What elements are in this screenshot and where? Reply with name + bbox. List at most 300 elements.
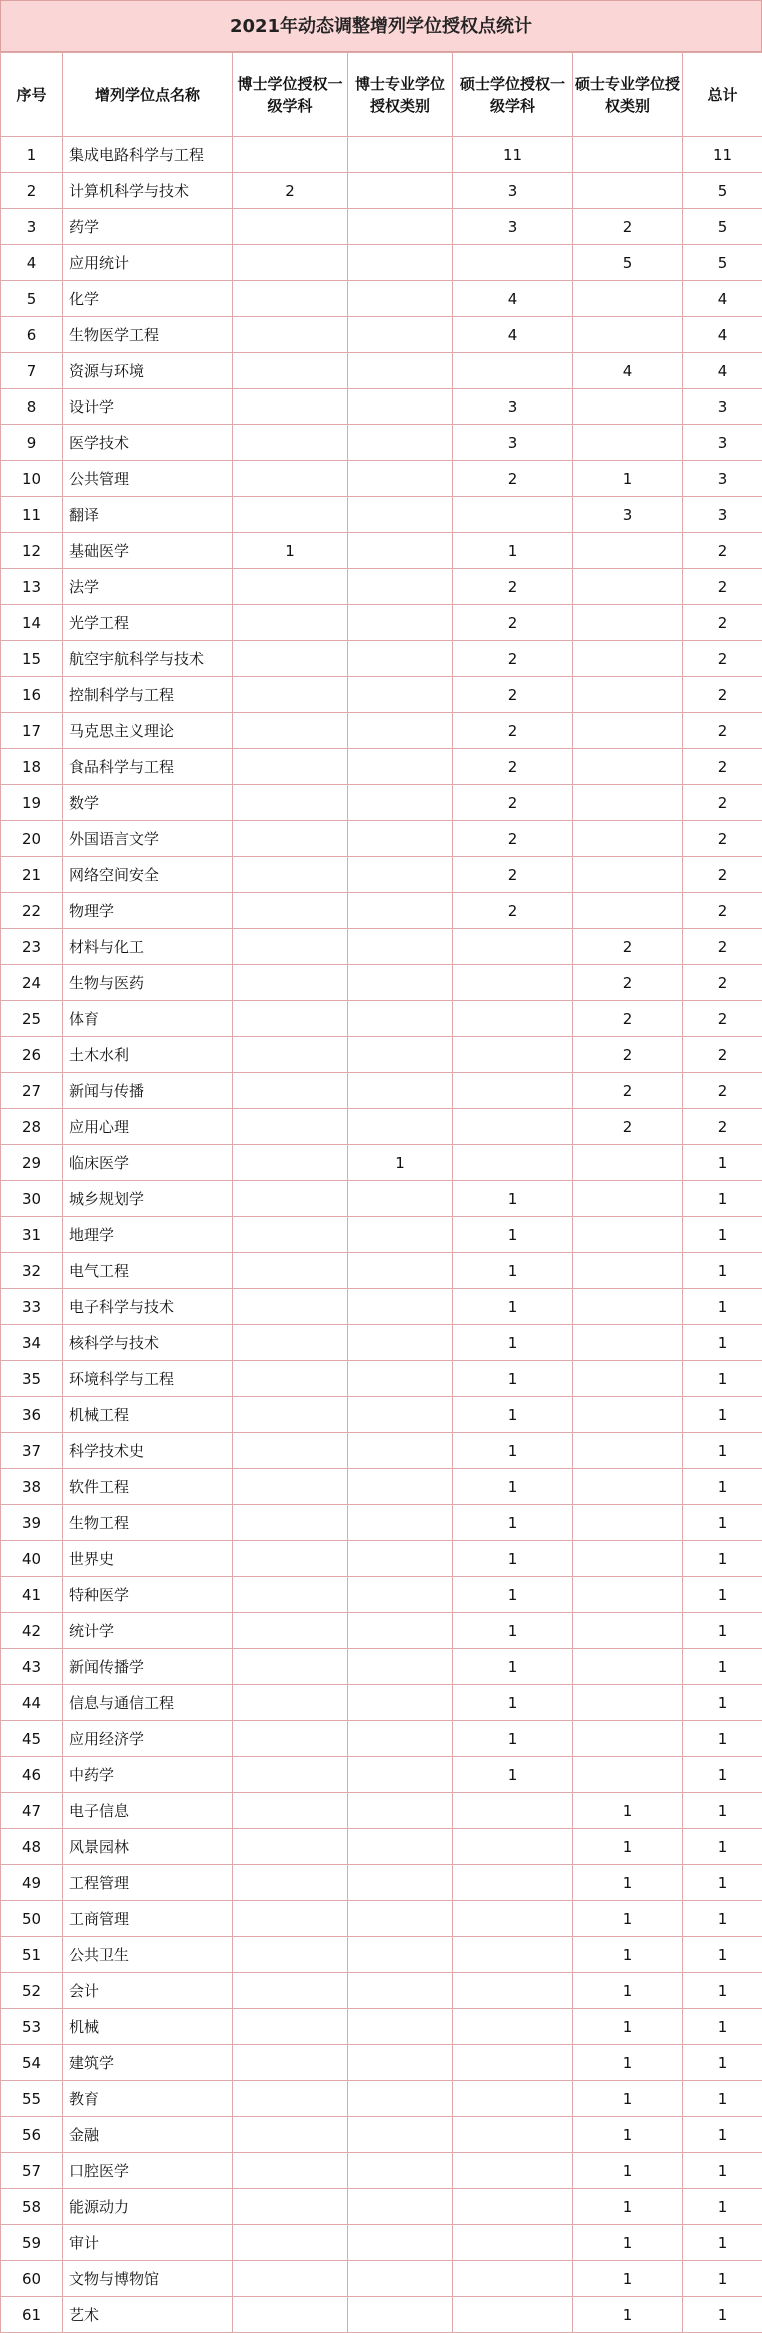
cell-phd-prof: [348, 1253, 453, 1289]
cell-master-first: 3: [453, 425, 573, 461]
cell-phd-prof: [348, 1217, 453, 1253]
cell-phd-first: [233, 1433, 348, 1469]
table-row: [1, 1973, 762, 2009]
cell-master-prof: [573, 1685, 683, 1721]
cell-no: 23: [1, 929, 63, 965]
cell-no: 1: [1, 137, 63, 173]
table-row: [1, 1793, 762, 1829]
cell-no: 14: [1, 605, 63, 641]
cell-name: 软件工程: [63, 1469, 233, 1505]
cell-phd-first: [233, 1073, 348, 1109]
table-row: [1, 2009, 762, 2045]
cell-name: 计算机科学与技术: [63, 173, 233, 209]
cell-master-first: [453, 929, 573, 965]
cell-master-prof: [573, 1289, 683, 1325]
header-total: 总计: [683, 53, 762, 137]
cell-no: 22: [1, 893, 63, 929]
cell-no: 9: [1, 425, 63, 461]
cell-master-first: 1: [453, 1217, 573, 1253]
cell-total: 1: [683, 2189, 762, 2225]
cell-master-prof: 1: [573, 1793, 683, 1829]
cell-phd-first: [233, 1289, 348, 1325]
cell-master-prof: [573, 1757, 683, 1793]
cell-phd-first: [233, 857, 348, 893]
table-row: [1, 389, 762, 425]
cell-total: 5: [683, 245, 762, 281]
cell-no: 46: [1, 1757, 63, 1793]
cell-master-prof: [573, 1253, 683, 1289]
cell-master-first: 1: [453, 1649, 573, 1685]
cell-no: 33: [1, 1289, 63, 1325]
cell-phd-first: [233, 1793, 348, 1829]
cell-name: 药学: [63, 209, 233, 245]
cell-master-first: [453, 1937, 573, 1973]
header-phd-first: 博士学位授权一级学科: [233, 53, 348, 137]
cell-master-prof: 1: [573, 2225, 683, 2261]
cell-master-first: 2: [453, 461, 573, 497]
cell-phd-prof: [348, 2261, 453, 2297]
table-row: [1, 1433, 762, 1469]
cell-total: 1: [683, 1721, 762, 1757]
cell-master-first: 4: [453, 317, 573, 353]
cell-master-first: [453, 1145, 573, 1181]
cell-phd-first: [233, 1217, 348, 1253]
cell-name: 数学: [63, 785, 233, 821]
cell-no: 8: [1, 389, 63, 425]
cell-name: 金融: [63, 2117, 233, 2153]
cell-no: 35: [1, 1361, 63, 1397]
cell-name: 医学技术: [63, 425, 233, 461]
cell-master-prof: [573, 1541, 683, 1577]
cell-name: 公共卫生: [63, 1937, 233, 1973]
table-row: [1, 1937, 762, 1973]
cell-name: 艺术: [63, 2297, 233, 2333]
cell-master-first: 1: [453, 1289, 573, 1325]
cell-phd-prof: [348, 281, 453, 317]
cell-no: 11: [1, 497, 63, 533]
cell-total: 11: [683, 137, 762, 173]
cell-phd-prof: [348, 605, 453, 641]
cell-phd-first: [233, 929, 348, 965]
cell-name: 集成电路科学与工程: [63, 137, 233, 173]
cell-name: 土木水利: [63, 1037, 233, 1073]
cell-master-first: [453, 1109, 573, 1145]
cell-no: 53: [1, 2009, 63, 2045]
cell-master-prof: [573, 785, 683, 821]
cell-total: 3: [683, 425, 762, 461]
cell-phd-first: [233, 2297, 348, 2333]
cell-master-first: 4: [453, 281, 573, 317]
cell-name: 生物与医药: [63, 965, 233, 1001]
cell-phd-prof: [348, 2189, 453, 2225]
cell-phd-first: [233, 1649, 348, 1685]
cell-phd-first: [233, 1181, 348, 1217]
cell-phd-prof: [348, 173, 453, 209]
cell-no: 21: [1, 857, 63, 893]
cell-no: 31: [1, 1217, 63, 1253]
cell-name: 口腔医学: [63, 2153, 233, 2189]
cell-phd-prof: [348, 1397, 453, 1433]
cell-master-prof: [573, 1217, 683, 1253]
cell-name: 应用心理: [63, 1109, 233, 1145]
cell-phd-prof: [348, 1289, 453, 1325]
table-row: [1, 1505, 762, 1541]
cell-no: 10: [1, 461, 63, 497]
cell-name: 公共管理: [63, 461, 233, 497]
table-row: [1, 713, 762, 749]
cell-phd-prof: [348, 1901, 453, 1937]
cell-phd-first: [233, 317, 348, 353]
cell-master-prof: 3: [573, 497, 683, 533]
cell-name: 外国语言文学: [63, 821, 233, 857]
cell-phd-first: [233, 1865, 348, 1901]
table-row: [1, 1865, 762, 1901]
cell-phd-first: [233, 209, 348, 245]
cell-master-prof: [573, 749, 683, 785]
cell-total: 1: [683, 2009, 762, 2045]
cell-total: 5: [683, 173, 762, 209]
cell-total: 2: [683, 1037, 762, 1073]
cell-name: 生物医学工程: [63, 317, 233, 353]
cell-no: 40: [1, 1541, 63, 1577]
cell-name: 新闻与传播: [63, 1073, 233, 1109]
cell-phd-first: [233, 245, 348, 281]
cell-no: 12: [1, 533, 63, 569]
cell-master-prof: 1: [573, 2117, 683, 2153]
cell-no: 54: [1, 2045, 63, 2081]
cell-master-first: [453, 1037, 573, 1073]
cell-master-first: 11: [453, 137, 573, 173]
cell-phd-prof: [348, 713, 453, 749]
table-row: [1, 137, 762, 173]
table-row: [1, 929, 762, 965]
page-title: 2021年动态调整增列学位授权点统计: [0, 0, 762, 52]
cell-master-prof: [573, 821, 683, 857]
cell-phd-prof: [348, 533, 453, 569]
cell-master-prof: 1: [573, 2261, 683, 2297]
table-row: [1, 245, 762, 281]
cell-no: 52: [1, 1973, 63, 2009]
cell-total: 1: [683, 1649, 762, 1685]
cell-phd-prof: [348, 821, 453, 857]
cell-no: 44: [1, 1685, 63, 1721]
cell-name: 临床医学: [63, 1145, 233, 1181]
cell-master-first: 2: [453, 677, 573, 713]
cell-master-first: [453, 2153, 573, 2189]
cell-name: 翻译: [63, 497, 233, 533]
cell-master-first: [453, 2081, 573, 2117]
table-row: [1, 533, 762, 569]
cell-no: 15: [1, 641, 63, 677]
cell-phd-prof: [348, 317, 453, 353]
table-row: [1, 2153, 762, 2189]
cell-master-prof: [573, 857, 683, 893]
cell-phd-prof: [348, 1541, 453, 1577]
cell-name: 生物工程: [63, 1505, 233, 1541]
cell-master-first: [453, 1901, 573, 1937]
cell-master-prof: 2: [573, 1073, 683, 1109]
table-row: [1, 965, 762, 1001]
cell-phd-first: [233, 1937, 348, 1973]
cell-no: 47: [1, 1793, 63, 1829]
cell-master-prof: [573, 1433, 683, 1469]
cell-phd-first: [233, 1253, 348, 1289]
cell-master-first: 1: [453, 1397, 573, 1433]
cell-phd-prof: [348, 353, 453, 389]
cell-phd-prof: [348, 749, 453, 785]
cell-no: 2: [1, 173, 63, 209]
cell-total: 1: [683, 2261, 762, 2297]
cell-phd-first: [233, 2117, 348, 2153]
cell-total: 1: [683, 1541, 762, 1577]
cell-total: 1: [683, 1793, 762, 1829]
cell-no: 37: [1, 1433, 63, 1469]
cell-master-first: 1: [453, 1541, 573, 1577]
table-row: [1, 1757, 762, 1793]
cell-master-prof: 1: [573, 2009, 683, 2045]
cell-master-first: 2: [453, 821, 573, 857]
cell-master-prof: [573, 425, 683, 461]
table-row: [1, 2117, 762, 2153]
cell-no: 20: [1, 821, 63, 857]
cell-name: 城乡规划学: [63, 1181, 233, 1217]
header-master-prof: 硕士专业学位授权类别: [573, 53, 683, 137]
cell-name: 电气工程: [63, 1253, 233, 1289]
table-body: [1, 137, 762, 2333]
cell-total: 1: [683, 1577, 762, 1613]
cell-phd-first: [233, 2009, 348, 2045]
cell-master-first: 2: [453, 785, 573, 821]
cell-master-first: [453, 353, 573, 389]
cell-master-prof: 2: [573, 209, 683, 245]
cell-name: 能源动力: [63, 2189, 233, 2225]
cell-name: 文物与博物馆: [63, 2261, 233, 2297]
cell-master-prof: 2: [573, 1037, 683, 1073]
cell-phd-prof: [348, 1001, 453, 1037]
cell-phd-first: [233, 893, 348, 929]
cell-no: 25: [1, 1001, 63, 1037]
cell-phd-prof: [348, 245, 453, 281]
cell-master-first: 1: [453, 1505, 573, 1541]
table-row: [1, 461, 762, 497]
cell-total: 1: [683, 1469, 762, 1505]
cell-phd-first: [233, 2261, 348, 2297]
cell-phd-prof: [348, 389, 453, 425]
cell-master-prof: 5: [573, 245, 683, 281]
cell-master-prof: 1: [573, 1865, 683, 1901]
cell-total: 1: [683, 1865, 762, 1901]
cell-total: 1: [683, 1613, 762, 1649]
cell-master-prof: [573, 569, 683, 605]
table-row: [1, 1901, 762, 1937]
cell-name: 风景园林: [63, 1829, 233, 1865]
cell-name: 工商管理: [63, 1901, 233, 1937]
cell-name: 机械: [63, 2009, 233, 2045]
cell-name: 马克思主义理论: [63, 713, 233, 749]
cell-name: 建筑学: [63, 2045, 233, 2081]
table-row: [1, 677, 762, 713]
table-row: [1, 893, 762, 929]
cell-master-prof: 2: [573, 1109, 683, 1145]
table-row: [1, 2261, 762, 2297]
cell-master-prof: [573, 641, 683, 677]
cell-master-first: 3: [453, 173, 573, 209]
cell-phd-prof: [348, 1037, 453, 1073]
cell-no: 48: [1, 1829, 63, 1865]
cell-phd-first: [233, 1685, 348, 1721]
cell-name: 法学: [63, 569, 233, 605]
cell-no: 28: [1, 1109, 63, 1145]
cell-phd-prof: [348, 1181, 453, 1217]
cell-name: 食品科学与工程: [63, 749, 233, 785]
cell-phd-prof: [348, 2297, 453, 2333]
cell-no: 58: [1, 2189, 63, 2225]
cell-master-prof: 1: [573, 2045, 683, 2081]
cell-phd-prof: [348, 569, 453, 605]
cell-phd-prof: [348, 785, 453, 821]
cell-name: 地理学: [63, 1217, 233, 1253]
cell-phd-prof: [348, 2081, 453, 2117]
cell-master-prof: [573, 1397, 683, 1433]
table-row: [1, 1577, 762, 1613]
table-row: [1, 1361, 762, 1397]
cell-name: 航空宇航科学与技术: [63, 641, 233, 677]
table-row: [1, 749, 762, 785]
table-row: [1, 785, 762, 821]
cell-phd-first: [233, 1613, 348, 1649]
cell-name: 环境科学与工程: [63, 1361, 233, 1397]
cell-phd-first: 2: [233, 173, 348, 209]
cell-no: 55: [1, 2081, 63, 2117]
cell-phd-first: [233, 497, 348, 533]
cell-master-first: [453, 2189, 573, 2225]
table-row: [1, 1145, 762, 1181]
cell-master-prof: [573, 281, 683, 317]
cell-no: 36: [1, 1397, 63, 1433]
cell-phd-prof: [348, 2153, 453, 2189]
cell-master-prof: 1: [573, 1901, 683, 1937]
cell-phd-prof: [348, 1721, 453, 1757]
cell-no: 27: [1, 1073, 63, 1109]
cell-phd-first: [233, 1037, 348, 1073]
cell-master-first: [453, 965, 573, 1001]
cell-phd-prof: [348, 1325, 453, 1361]
table-row: [1, 1181, 762, 1217]
cell-total: 2: [683, 857, 762, 893]
cell-no: 16: [1, 677, 63, 713]
cell-name: 化学: [63, 281, 233, 317]
header-master-first: 硕士学位授权一级学科: [453, 53, 573, 137]
table-row: [1, 1325, 762, 1361]
cell-phd-first: [233, 2225, 348, 2261]
header-no: 序号: [1, 53, 63, 137]
cell-phd-first: [233, 1109, 348, 1145]
cell-total: 1: [683, 1289, 762, 1325]
cell-phd-prof: [348, 677, 453, 713]
cell-master-first: [453, 2225, 573, 2261]
cell-no: 50: [1, 1901, 63, 1937]
cell-master-first: [453, 1865, 573, 1901]
cell-master-prof: [573, 605, 683, 641]
table-row: [1, 1109, 762, 1145]
cell-total: 1: [683, 1145, 762, 1181]
cell-master-first: [453, 2009, 573, 2045]
cell-phd-first: [233, 1361, 348, 1397]
cell-master-prof: [573, 533, 683, 569]
cell-phd-prof: [348, 137, 453, 173]
cell-no: 24: [1, 965, 63, 1001]
cell-phd-prof: [348, 2045, 453, 2081]
cell-phd-first: [233, 569, 348, 605]
cell-phd-prof: [348, 2225, 453, 2261]
cell-phd-prof: [348, 1073, 453, 1109]
cell-no: 56: [1, 2117, 63, 2153]
cell-no: 43: [1, 1649, 63, 1685]
cell-master-prof: [573, 677, 683, 713]
cell-phd-first: [233, 1901, 348, 1937]
cell-no: 57: [1, 2153, 63, 2189]
cell-phd-first: [233, 2189, 348, 2225]
table-row: [1, 209, 762, 245]
cell-master-first: 1: [453, 1721, 573, 1757]
cell-master-prof: 2: [573, 1001, 683, 1037]
cell-no: 7: [1, 353, 63, 389]
cell-phd-prof: [348, 1505, 453, 1541]
cell-master-prof: 1: [573, 1973, 683, 2009]
cell-total: 1: [683, 1973, 762, 2009]
cell-phd-first: [233, 1721, 348, 1757]
cell-phd-first: [233, 2081, 348, 2117]
cell-master-first: 3: [453, 389, 573, 425]
cell-phd-first: [233, 461, 348, 497]
cell-phd-prof: [348, 1109, 453, 1145]
cell-phd-first: [233, 1505, 348, 1541]
cell-master-prof: 2: [573, 965, 683, 1001]
cell-no: 29: [1, 1145, 63, 1181]
cell-name: 世界史: [63, 1541, 233, 1577]
cell-phd-first: [233, 281, 348, 317]
cell-phd-first: [233, 713, 348, 749]
cell-total: 1: [683, 2117, 762, 2153]
cell-no: 17: [1, 713, 63, 749]
cell-total: 1: [683, 1901, 762, 1937]
table-row: [1, 1829, 762, 1865]
cell-phd-first: [233, 1469, 348, 1505]
cell-total: 2: [683, 641, 762, 677]
cell-phd-prof: [348, 1433, 453, 1469]
cell-master-prof: [573, 1577, 683, 1613]
cell-name: 教育: [63, 2081, 233, 2117]
cell-phd-prof: [348, 425, 453, 461]
table-row: [1, 425, 762, 461]
cell-master-prof: [573, 713, 683, 749]
cell-master-first: 1: [453, 1181, 573, 1217]
cell-master-prof: 1: [573, 461, 683, 497]
header-phd-prof: 博士专业学位授权类别: [348, 53, 453, 137]
cell-name: 材料与化工: [63, 929, 233, 965]
cell-phd-first: [233, 785, 348, 821]
table-row: [1, 2297, 762, 2333]
cell-master-first: 2: [453, 749, 573, 785]
cell-no: 45: [1, 1721, 63, 1757]
header-name: 增列学位点名称: [63, 53, 233, 137]
table-row: [1, 1037, 762, 1073]
cell-master-first: 2: [453, 713, 573, 749]
cell-no: 19: [1, 785, 63, 821]
cell-no: 5: [1, 281, 63, 317]
cell-master-first: [453, 1073, 573, 1109]
cell-no: 30: [1, 1181, 63, 1217]
